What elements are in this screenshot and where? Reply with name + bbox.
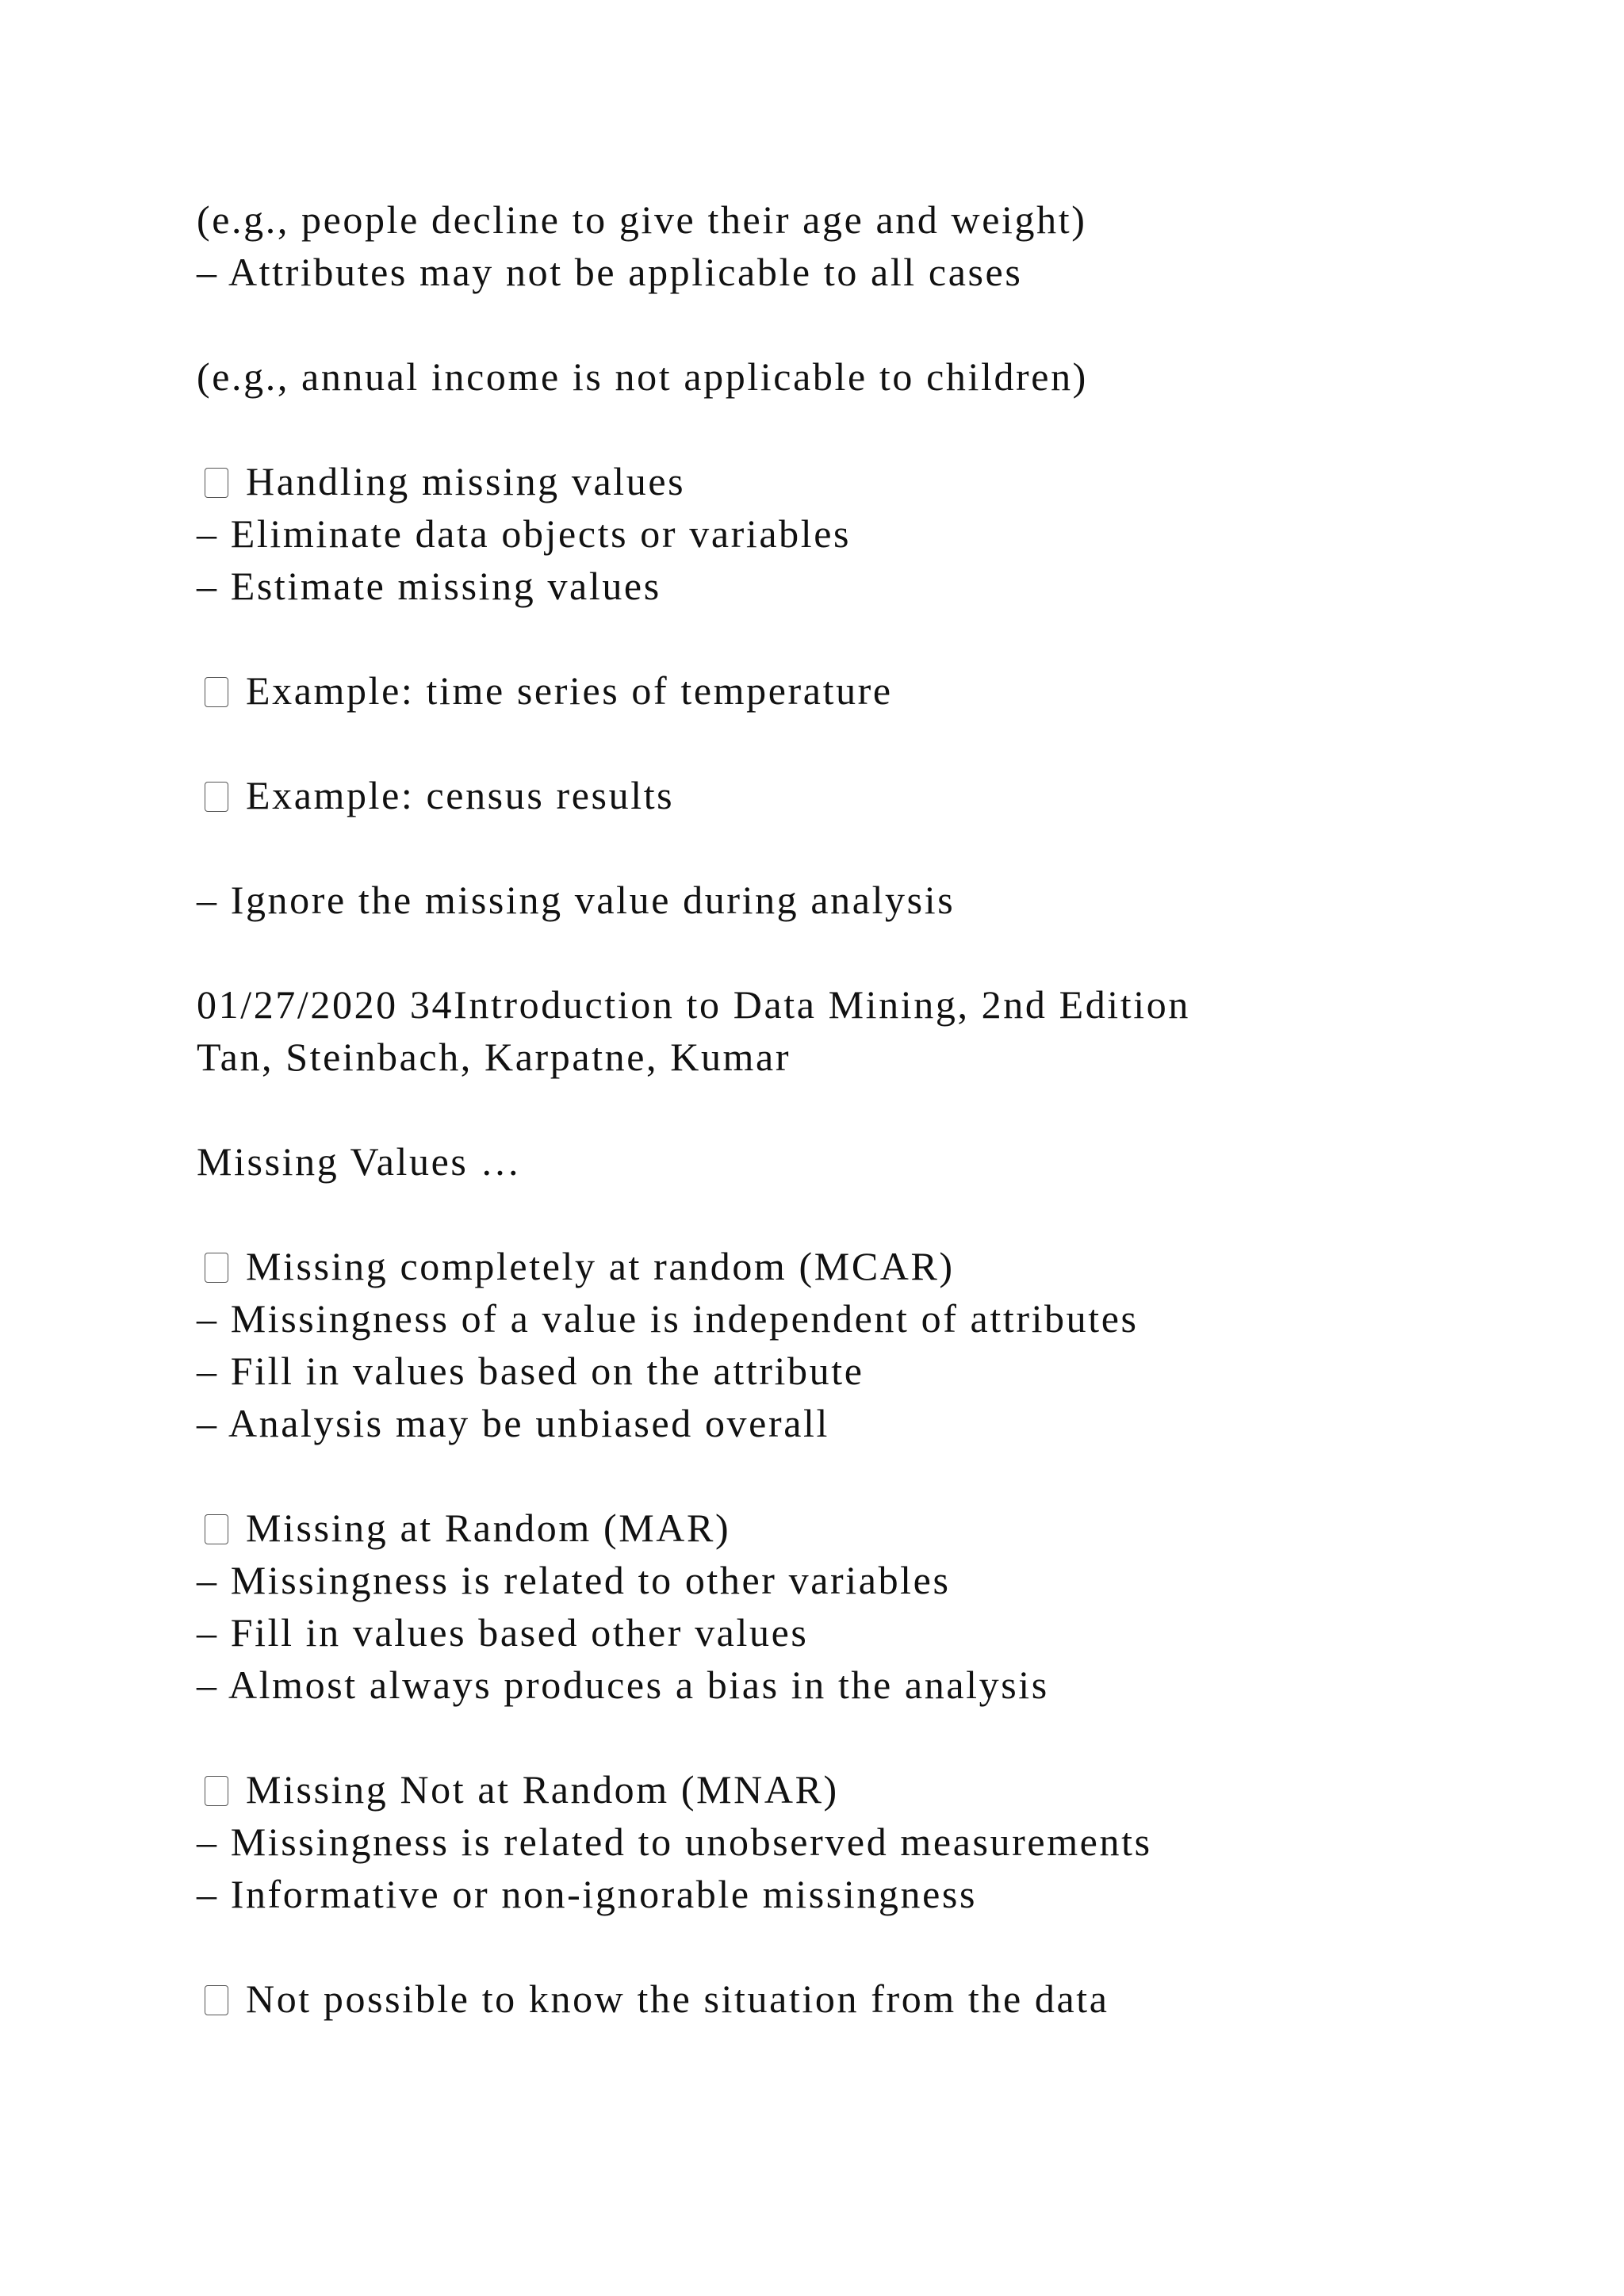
blank-line <box>197 717 1592 769</box>
bullet-item-label: Example: census results <box>246 773 675 817</box>
text-line: – Almost always produces a bias in the analysis <box>197 1663 1049 1707</box>
bullet-item <box>197 664 1592 717</box>
bullet-item <box>197 1973 1592 2025</box>
blank-line <box>197 403 1592 455</box>
bullet-item-label: Missing completely at random (MCAR) <box>246 1244 955 1288</box>
bullet-item-label: Handling missing values <box>246 459 686 503</box>
text-line: – Missingness is related to unobserved measurements <box>197 1820 1152 1864</box>
missing-glyph-bullet-icon <box>205 468 228 498</box>
text-line: – Ignore the missing value during analysis <box>197 878 956 922</box>
blank-line <box>197 1188 1592 1240</box>
bullet-item <box>197 1763 1592 1816</box>
blank-line <box>197 612 1592 664</box>
bullet-item-label: Not possible to know the situation from the data <box>246 1976 1109 2021</box>
missing-glyph-bullet-icon <box>205 1776 228 1806</box>
text-line: – Attributes may not be applicable to all cases <box>197 250 1023 294</box>
bullet-item-label: Example: time series of temperature <box>246 668 893 713</box>
text-line: – Fill in values based on the attribute <box>197 1349 864 1393</box>
missing-glyph-bullet-icon <box>205 782 228 812</box>
document-body <box>197 193 1592 2025</box>
blank-line <box>197 1920 1592 1973</box>
blank-line <box>197 1083 1592 1135</box>
section-title: Missing Values … <box>197 1139 523 1184</box>
text-line: – Missingness is related to other variables <box>197 1558 951 1602</box>
missing-glyph-bullet-icon <box>205 677 228 707</box>
slide-authors-line: Tan, Steinbach, Karpatne, Kumar <box>197 1035 791 1079</box>
blank-line <box>197 298 1592 350</box>
blank-line <box>197 926 1592 978</box>
bullet-item <box>197 455 1592 507</box>
text-line: – Estimate missing values <box>197 564 661 608</box>
missing-glyph-bullet-icon <box>205 1253 228 1283</box>
text-line: – Fill in values based other values <box>197 1610 809 1655</box>
text-line: – Missingness of a value is independent of attributes <box>197 1296 1139 1341</box>
text-line: – Informative or non-ignorable missingness <box>197 1872 978 1916</box>
text-line: (e.g., annual income is not applicable to children) <box>197 354 1088 399</box>
missing-glyph-bullet-icon <box>205 1514 228 1544</box>
bullet-item-label: Missing at Random (MAR) <box>246 1506 731 1550</box>
missing-glyph-bullet-icon <box>205 1985 228 2015</box>
blank-line <box>197 1711 1592 1763</box>
text-line: – Analysis may be unbiased overall <box>197 1401 829 1445</box>
bullet-item-label: Missing Not at Random (MNAR) <box>246 1767 839 1812</box>
text-line: (e.g., people decline to give their age and weight) <box>197 197 1087 242</box>
bullet-item <box>197 1502 1592 1554</box>
bullet-item <box>197 1240 1592 1292</box>
slide-footer-line: 01/27/2020 34Introduction to Data Mining, 2nd Edition <box>197 982 1190 1027</box>
blank-line <box>197 1449 1592 1502</box>
bullet-item <box>197 769 1592 821</box>
text-line: – Eliminate data objects or variables <box>197 511 852 556</box>
blank-line <box>197 821 1592 874</box>
